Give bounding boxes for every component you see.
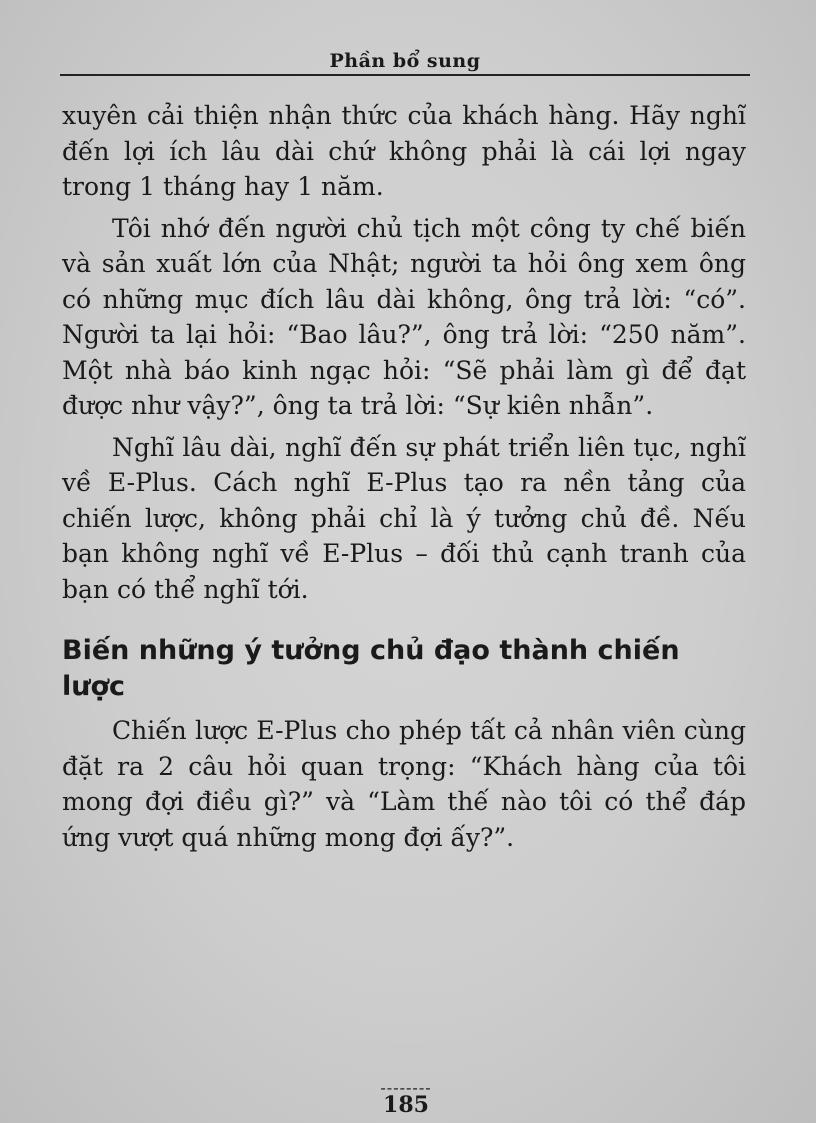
header-rule [60, 74, 750, 76]
paragraph-eplus: Nghĩ lâu dài, nghĩ đến sự phát triển liên tục, nghĩ về E-Plus. Cách nghĩ E-Plus tạo ra nền tảng của chiến lược, không phải chỉ là ý tưởng chủ đề. Nếu bạn không nghĩ về E-Plus – đối thủ cạnh tranh của bạn có thể nghĩ tới. [62, 432, 746, 604]
paragraph-strategy: Chiến lược E-Plus cho phép tất cả nhân viên cùng đặt ra 2 câu hỏi quan trọng: “Khách hàng của tôi mong đợi điều gì?” và “Làm thế nào tôi có thể đáp ứng vượt quá những mong đợi ấy?”. [62, 716, 746, 852]
paragraph-anecdote: Tôi nhớ đến người chủ tịch một công ty chế biến và sản xuất lớn của Nhật; người ta hỏi ông xem ông có những mục đích lâu dài không, ông trả lời: “có”. Người ta lại hỏi: “Bao lâu?”, ông trả lời: “250 năm”. Một nhà báo kinh ngạc hỏi: “Sẽ phải làm gì để đạt được như vậy?”, ông ta trả lời: “Sự kiên nhẫn”. [62, 213, 746, 420]
page-number: 185 [383, 1092, 429, 1118]
page-number-separator: -------- [380, 1078, 432, 1097]
page-body [62, 98, 746, 855]
section-heading: Biến những ý tưởng chủ đạo thành chiến lược [62, 635, 680, 702]
paragraph-continued: xuyên cải thiện nhận thức của khách hàng. Hãy nghĩ đến lợi ích lâu dài chứ không phải là cái lợi ngay trong 1 tháng hay 1 năm. [62, 101, 746, 201]
running-header: Phần bổ sung [329, 50, 481, 72]
